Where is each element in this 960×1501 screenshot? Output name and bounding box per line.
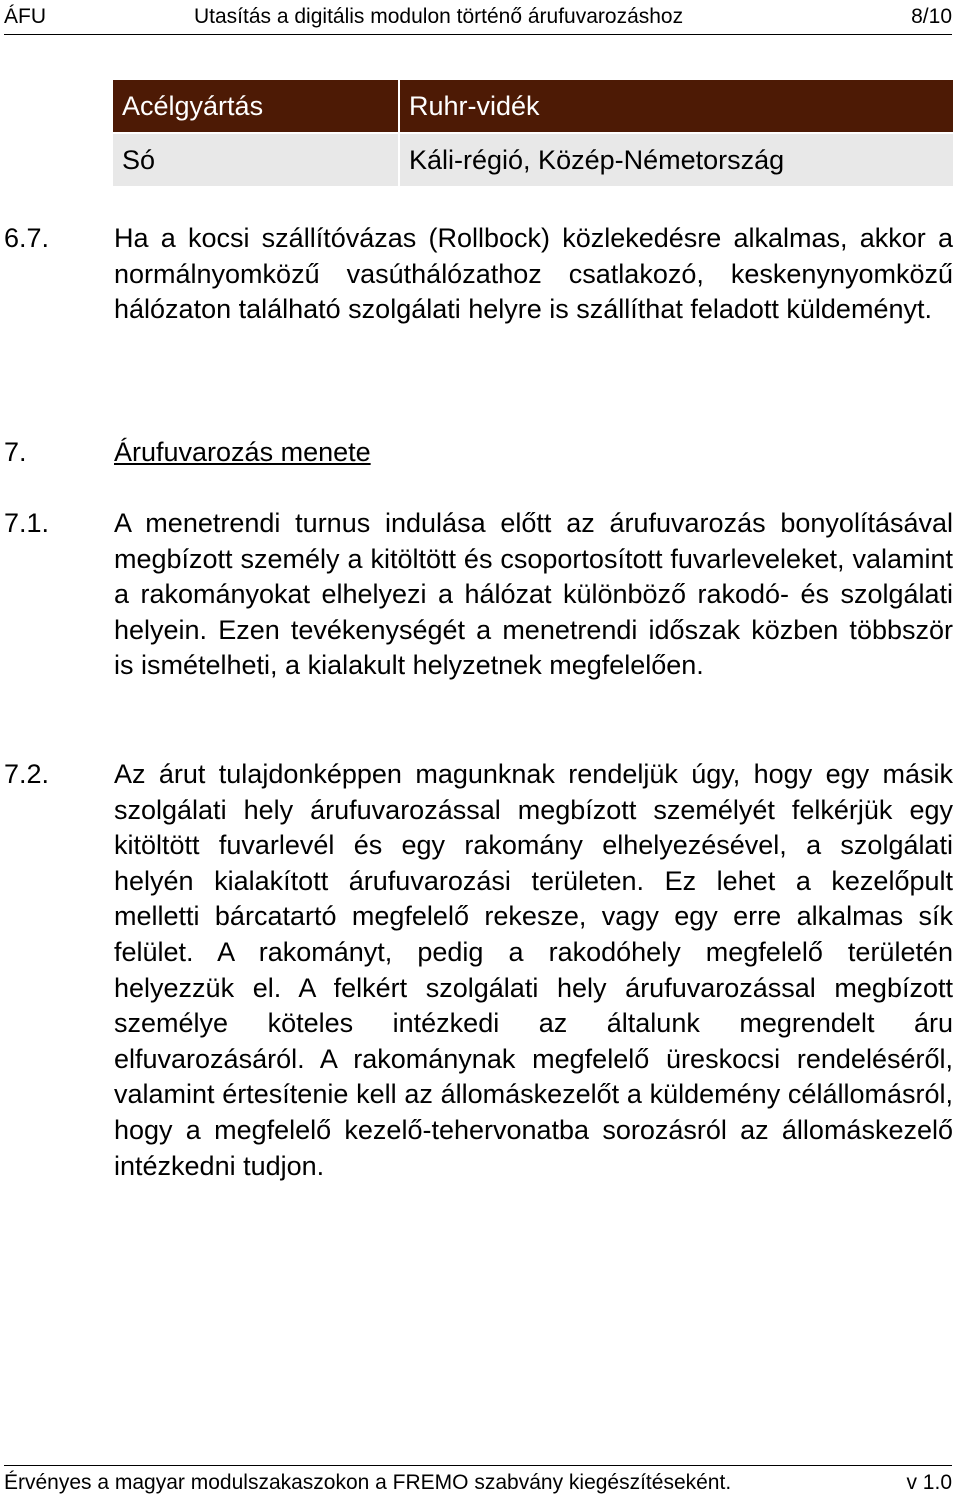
paragraph-text: Ha a kocsi szállítóvázas (Rollbock) közlekedésre alkalmas, akkor a normálnyomközű vasúthálózathoz csatlakozó, keskenynyomközű hálózaton található szolgálati helyre is szállíthat feladott küldeményt.	[114, 223, 953, 325]
footer-note: Érvényes a magyar modulszakaszokon a FREMO szabvány kiegészítéseként.	[4, 1471, 732, 1494]
section-number: 7.1.	[4, 508, 50, 538]
section-number: 6.7.	[4, 223, 50, 253]
table-cell-product: Só	[113, 133, 399, 186]
paragraph-text: Az árut tulajdonképpen magunknak rendeljük úgy, hogy egy másik szolgálati hely árufuvarozással megbízott személyét felkérjük egy kitöltött fuvarlevél és egy rakomány elhelyezésével, a szolgálati helyén kialakított árufuvarozási területen. Ez lehet a kezelőpult melletti bárcatartó megfelelő rekesze, vagy egy erre alkalmas sík felület. A rakományt, pedig a rakodóhely megfelelő területén helyezzük el. A felkért szolgálati hely árufuvarozással megbízott személye köteles intézkedi az általunk megrendelt áru elfuvarozásáról. A rakománynak megfelelő üreskocsi rendeléséről, valamint értesítenie kell az állomáskezelőt a küldemény célállomásról, hogy a megfelelő kezelő-tehervonatba sorozásról az állomáskezelő intézkedni tudjon.	[114, 759, 953, 1181]
table-cell-region: Ruhr-vidék	[399, 80, 953, 133]
header-title: Utasítás a digitális modulon történő árufuvarozáshoz	[194, 5, 684, 28]
paragraph-7-2	[0, 757, 953, 1184]
table-cell-region: Káli-régió, Közép-Németország	[399, 133, 953, 186]
header-page-number: 8/10	[911, 5, 952, 28]
page-footer	[4, 1465, 952, 1494]
goods-table	[113, 80, 953, 186]
table-cell-product: Acélgyártás	[113, 80, 399, 133]
header-abbreviation: ÁFU	[4, 5, 46, 28]
table-row	[113, 80, 953, 133]
paragraph-7-1	[0, 506, 953, 684]
paragraph-text: A menetrendi turnus indulása előtt az árufuvarozás bonyolításával megbízott személy a kitöltött és csoportosított fuvarleveleket, valamint a rakományokat elhelyezi a hálózat különböző rakodó- és szolgálati helyein. Ezen tevékenységét a menetrendi időszak közben többször is ismételheti, a kialakult helyzetnek megfelelően.	[114, 508, 953, 681]
table-row	[113, 133, 953, 186]
section-number: 7.2.	[4, 759, 50, 789]
section-number: 7.	[4, 437, 27, 467]
section-title: Árufuvarozás menete	[114, 437, 371, 467]
page-header	[4, 4, 952, 35]
paragraph-6-7	[0, 221, 953, 328]
footer-version: v 1.0	[906, 1471, 952, 1494]
section-heading-7	[0, 434, 953, 470]
